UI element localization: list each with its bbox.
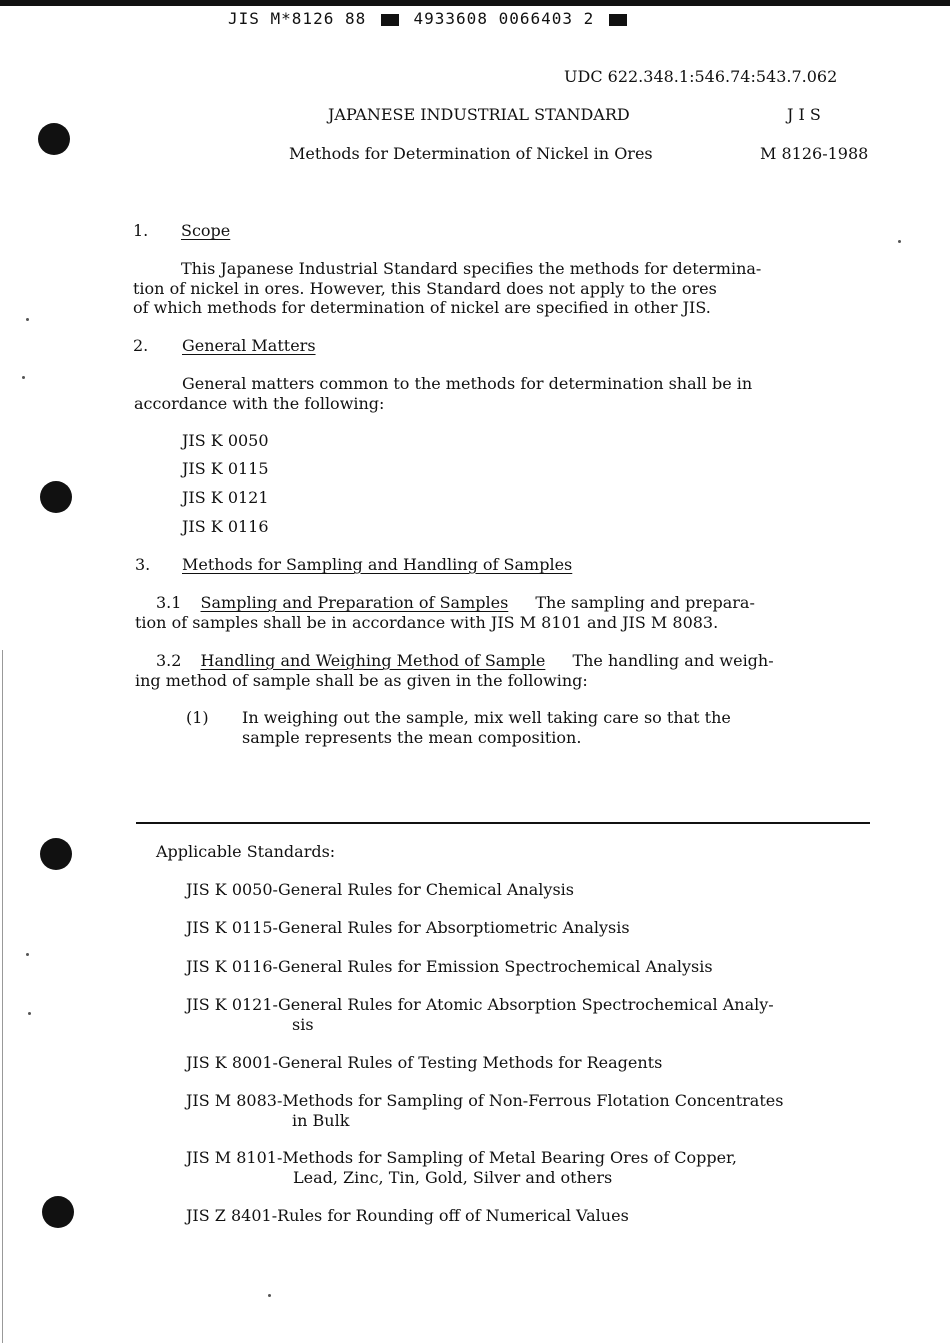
- applicable-standard: [186, 1206, 629, 1226]
- applicable-standard-line: JIS M 8083-Methods for Sampling of Non-Ferrous Flotation Concentrates: [186, 1091, 784, 1110]
- subsection-text: The handling and weigh-: [572, 651, 774, 670]
- section-number: 2.: [133, 336, 149, 355]
- reference-item: JIS K 0115: [182, 459, 269, 478]
- scan-speck: [28, 1012, 31, 1015]
- subsection-3-2-line1: [135, 651, 774, 671]
- subsection-3-2: [135, 651, 774, 690]
- scope-line: tion of nickel in ores. However, this Standard does not apply to the ores: [133, 278, 717, 298]
- punch-hole: [42, 1196, 74, 1228]
- fax-header-code: 4933608 0066403 2: [413, 9, 595, 28]
- list-item-number: (1): [186, 708, 209, 727]
- reference-item: JIS K 0121: [182, 488, 269, 507]
- section-title-scope: Scope: [181, 221, 231, 240]
- subsection-number: 3.1: [156, 593, 182, 612]
- footnote-divider: [136, 822, 870, 824]
- subsection-text: The sampling and prepara-: [535, 593, 755, 612]
- jis-mark: J I S: [787, 105, 821, 124]
- applicable-standard: [186, 1091, 783, 1130]
- scan-top-border: [0, 0, 950, 6]
- applicable-standard-line: JIS K 8001-General Rules of Testing Methods for Reagents: [186, 1053, 663, 1072]
- applicable-standard-line: sis: [292, 1014, 314, 1034]
- applicable-standard-line: JIS K 0115-General Rules for Absorptiometric Analysis: [186, 918, 630, 937]
- scan-left-edge: [2, 650, 3, 1343]
- section-title-sampling: Methods for Sampling and Handling of Samples: [182, 555, 573, 574]
- general-paragraph: [134, 374, 752, 413]
- list-item: [242, 708, 731, 747]
- applicable-standard: [186, 918, 630, 938]
- fax-header: [228, 9, 631, 28]
- applicable-standard-line: JIS K 0116-General Rules for Emission Spectrochemical Analysis: [186, 957, 713, 976]
- scan-speck: [26, 953, 29, 956]
- subsection-number: 3.2: [156, 651, 182, 670]
- redaction-block: [609, 14, 627, 26]
- scan-speck: [22, 376, 25, 379]
- applicable-standard-line: JIS M 8101-Methods for Sampling of Metal Bearing Ores of Copper,: [186, 1148, 738, 1167]
- subsection-3-1-line2: tion of samples shall be in accordance with JIS M 8101 and JIS M 8083.: [135, 612, 719, 632]
- applicable-standard: [186, 1148, 737, 1187]
- applicable-standard-line: JIS K 0121-General Rules for Atomic Absorption Spectrochemical Analy-: [186, 995, 774, 1014]
- section-title-general-matters: General Matters: [182, 336, 316, 355]
- punch-hole: [40, 838, 72, 870]
- applicable-standard-line: in Bulk: [292, 1110, 350, 1130]
- scan-speck: [268, 1294, 271, 1297]
- scope-line: This Japanese Industrial Standard specifies the methods for determina-: [181, 259, 762, 278]
- list-item-line: sample represents the mean composition.: [242, 727, 582, 747]
- document-title: Methods for Determination of Nickel in Ores: [289, 144, 653, 163]
- redaction-block: [381, 14, 399, 26]
- fax-header-id: JIS M*8126 88: [228, 9, 367, 28]
- applicable-standards-heading: Applicable Standards:: [156, 842, 336, 861]
- subsection-3-2-line2: ing method of sample shall be as given in the following:: [135, 670, 588, 690]
- section-number: 1.: [133, 221, 149, 240]
- scope-paragraph: [133, 259, 761, 318]
- reference-item: JIS K 0050: [182, 431, 269, 450]
- list-item-line: In weighing out the sample, mix well taking care so that the: [242, 708, 731, 727]
- standard-name: JAPANESE INDUSTRIAL STANDARD: [328, 105, 630, 124]
- scan-speck: [26, 318, 29, 321]
- general-line: accordance with the following:: [134, 393, 385, 413]
- applicable-standard: [186, 995, 774, 1034]
- general-line: General matters common to the methods for determination shall be in: [182, 374, 753, 393]
- scan-speck: [898, 240, 901, 243]
- standard-number: M 8126-1988: [760, 144, 869, 163]
- subsection-3-1-line1: [135, 593, 755, 613]
- punch-hole: [40, 481, 72, 513]
- section-number: 3.: [135, 555, 151, 574]
- punch-hole: [38, 123, 70, 155]
- applicable-standard-line: JIS K 0050-General Rules for Chemical Analysis: [186, 880, 574, 899]
- udc-code: UDC 622.348.1:546.74:543.7.062: [564, 67, 838, 86]
- applicable-standard-line: JIS Z 8401-Rules for Rounding off of Numerical Values: [186, 1206, 629, 1225]
- subsection-title: Handling and Weighing Method of Sample: [200, 651, 546, 670]
- subsection-title: Sampling and Preparation of Samples: [200, 593, 509, 612]
- applicable-standard: [186, 1053, 662, 1073]
- applicable-standard: [186, 880, 574, 900]
- applicable-standard: [186, 957, 713, 977]
- applicable-standard-line: Lead, Zinc, Tin, Gold, Silver and others: [293, 1167, 613, 1187]
- reference-item: JIS K 0116: [182, 517, 269, 536]
- subsection-3-1: [135, 593, 755, 632]
- scope-line: of which methods for determination of nickel are specified in other JIS.: [133, 298, 711, 317]
